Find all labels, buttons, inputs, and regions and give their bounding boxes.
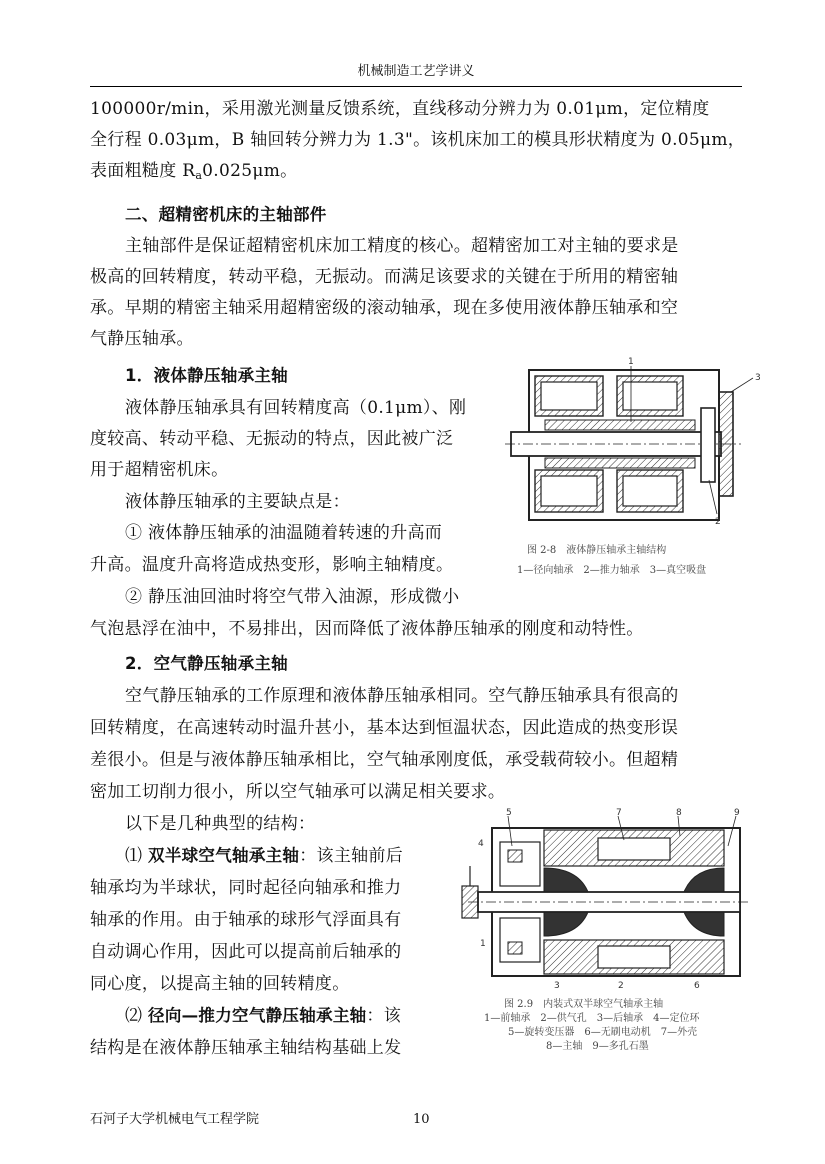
paragraph-line: 承。早期的精密主轴采用超精密级的滚动轴承，现在多使用液体静压轴承和空: [90, 298, 679, 318]
footer-institution: 石河子大学机械电气工程学院: [90, 1112, 260, 1127]
text-fragment: 表面粗糙度 R: [90, 161, 196, 181]
paragraph-line: 主轴部件是保证超精密机床加工精度的核心。超精密加工对主轴的要求是: [125, 236, 679, 256]
term-bold: 双半球空气轴承主轴: [148, 846, 300, 865]
term-bold: 径向—推力空气静压轴承主轴: [148, 1006, 367, 1025]
section-heading: 二、超精密机床的主轴部件: [125, 205, 327, 224]
air-bearing-spindle-drawing: [448, 806, 750, 994]
paragraph-line: 同心度，以提高主轴的回转精度。: [90, 974, 350, 994]
figure-label: 2: [618, 981, 624, 991]
paragraph-line: 密加工切削力很小，所以空气轴承可以满足相关要求。: [90, 782, 506, 802]
paragraph-line: 以下是几种典型的结构：: [125, 814, 316, 834]
figure-label: 1: [628, 357, 634, 367]
figure-label: 9: [734, 808, 740, 818]
list-number: ⑴: [125, 846, 149, 866]
paragraph-line: 液体静压轴承具有回转精度高（0.1μm）、刚: [125, 398, 467, 418]
paragraph-line: ① 液体静压轴承的油温随着转速的升高而: [125, 523, 443, 543]
paragraph-line: 差很小。但是与液体静压轴承相比，空气轴承刚度低，承受载荷较小。但超精: [90, 750, 679, 770]
paragraph-line: [125, 846, 403, 866]
figure-legend: 8—主轴 9—多孔石墨: [546, 1041, 649, 1052]
figure-label: 3: [755, 373, 761, 383]
figure-hydrostatic-spindle: [505, 352, 767, 584]
hydrostatic-spindle-drawing: [505, 352, 767, 532]
running-header: 机械制造工艺学讲义: [357, 64, 475, 79]
paragraph-line: 全行程 0.03μm，B 轴回转分辨力为 1.3"。该机床加工的模具形状精度为 0.05μm，: [90, 130, 746, 150]
paragraph-line: 回转精度，在高速转动时温升甚小，基本达到恒温状态，因此造成的热变形误: [90, 718, 679, 738]
header-rule: [90, 86, 742, 87]
paragraph-line: 自动调心作用，因此可以提高前后轴承的: [90, 942, 402, 962]
figure-air-bearing-spindle: [448, 806, 750, 1066]
figure-legend: 1—前轴承 2—供气孔 3—后轴承 4—定位环: [484, 1013, 700, 1024]
paragraph-line: 空气静压轴承的工作原理和液体静压轴承相同。空气静压轴承具有很高的: [125, 686, 679, 706]
text-fragment: ：该: [366, 1006, 402, 1026]
subsection-heading: 2．空气静压轴承主轴: [125, 654, 288, 673]
paragraph-line: [90, 161, 297, 181]
figure-caption: 图 2.9 内装式双半球空气轴承主轴: [504, 999, 664, 1010]
paragraph-line: 100000r/min，采用激光测量反馈系统，直线移动分辨力为 0.01μm，定位精度: [90, 99, 710, 119]
figure-label: 7: [616, 808, 622, 818]
figure-label: 5: [506, 808, 512, 818]
paragraph-line: 气静压轴承。: [90, 329, 194, 349]
figure-label: 1: [480, 939, 486, 949]
paragraph-line: 极高的回转精度，转动平稳，无振动。而满足该要求的关键在于所用的精密轴: [90, 267, 679, 287]
paragraph-line: 轴承的作用。由于轴承的球形气浮面具有: [90, 910, 402, 930]
figure-legend: 1—径向轴承 2—推力轴承 3—真空吸盘: [517, 565, 707, 576]
paragraph-line: 液体静压轴承的主要缺点是：: [125, 492, 350, 512]
figure-label: 4: [478, 839, 484, 849]
paragraph-line: 气泡悬浮在油中，不易排出，因而降低了液体静压轴承的刚度和动特性。: [90, 619, 644, 639]
figure-legend: 5—旋转变压器 6—无刷电动机 7—外壳: [508, 1027, 698, 1038]
subscript: a: [195, 169, 203, 182]
paragraph-line: [125, 1006, 401, 1026]
figure-label: 6: [694, 981, 700, 991]
list-number: ⑵: [125, 1006, 149, 1026]
paragraph-line: 升高。温度升高将造成热变形，影响主轴精度。: [90, 555, 454, 575]
paragraph-line: 结构是在液体静压轴承主轴结构基础上发: [90, 1038, 402, 1058]
figure-label: 2: [715, 517, 721, 527]
figure-label: 3: [554, 981, 560, 991]
paragraph-line: 轴承均为半球状，同时起径向轴承和推力: [90, 878, 402, 898]
text-fragment: 0.025μm。: [202, 161, 298, 181]
figure-caption: 图 2-8 液体静压轴承主轴结构: [527, 545, 667, 556]
figure-label: 8: [676, 808, 682, 818]
paragraph-line: 用于超精密机床。: [90, 460, 229, 480]
subsection-heading: 1．液体静压轴承主轴: [125, 366, 288, 385]
paragraph-line: 度较高、转动平稳、无振动的特点，因此被广泛: [90, 429, 454, 449]
text-fragment: ：该主轴前后: [299, 846, 404, 866]
page-number: 10: [413, 1112, 430, 1127]
paragraph-line: ② 静压油回油时将空气带入油源，形成微小: [125, 587, 460, 607]
